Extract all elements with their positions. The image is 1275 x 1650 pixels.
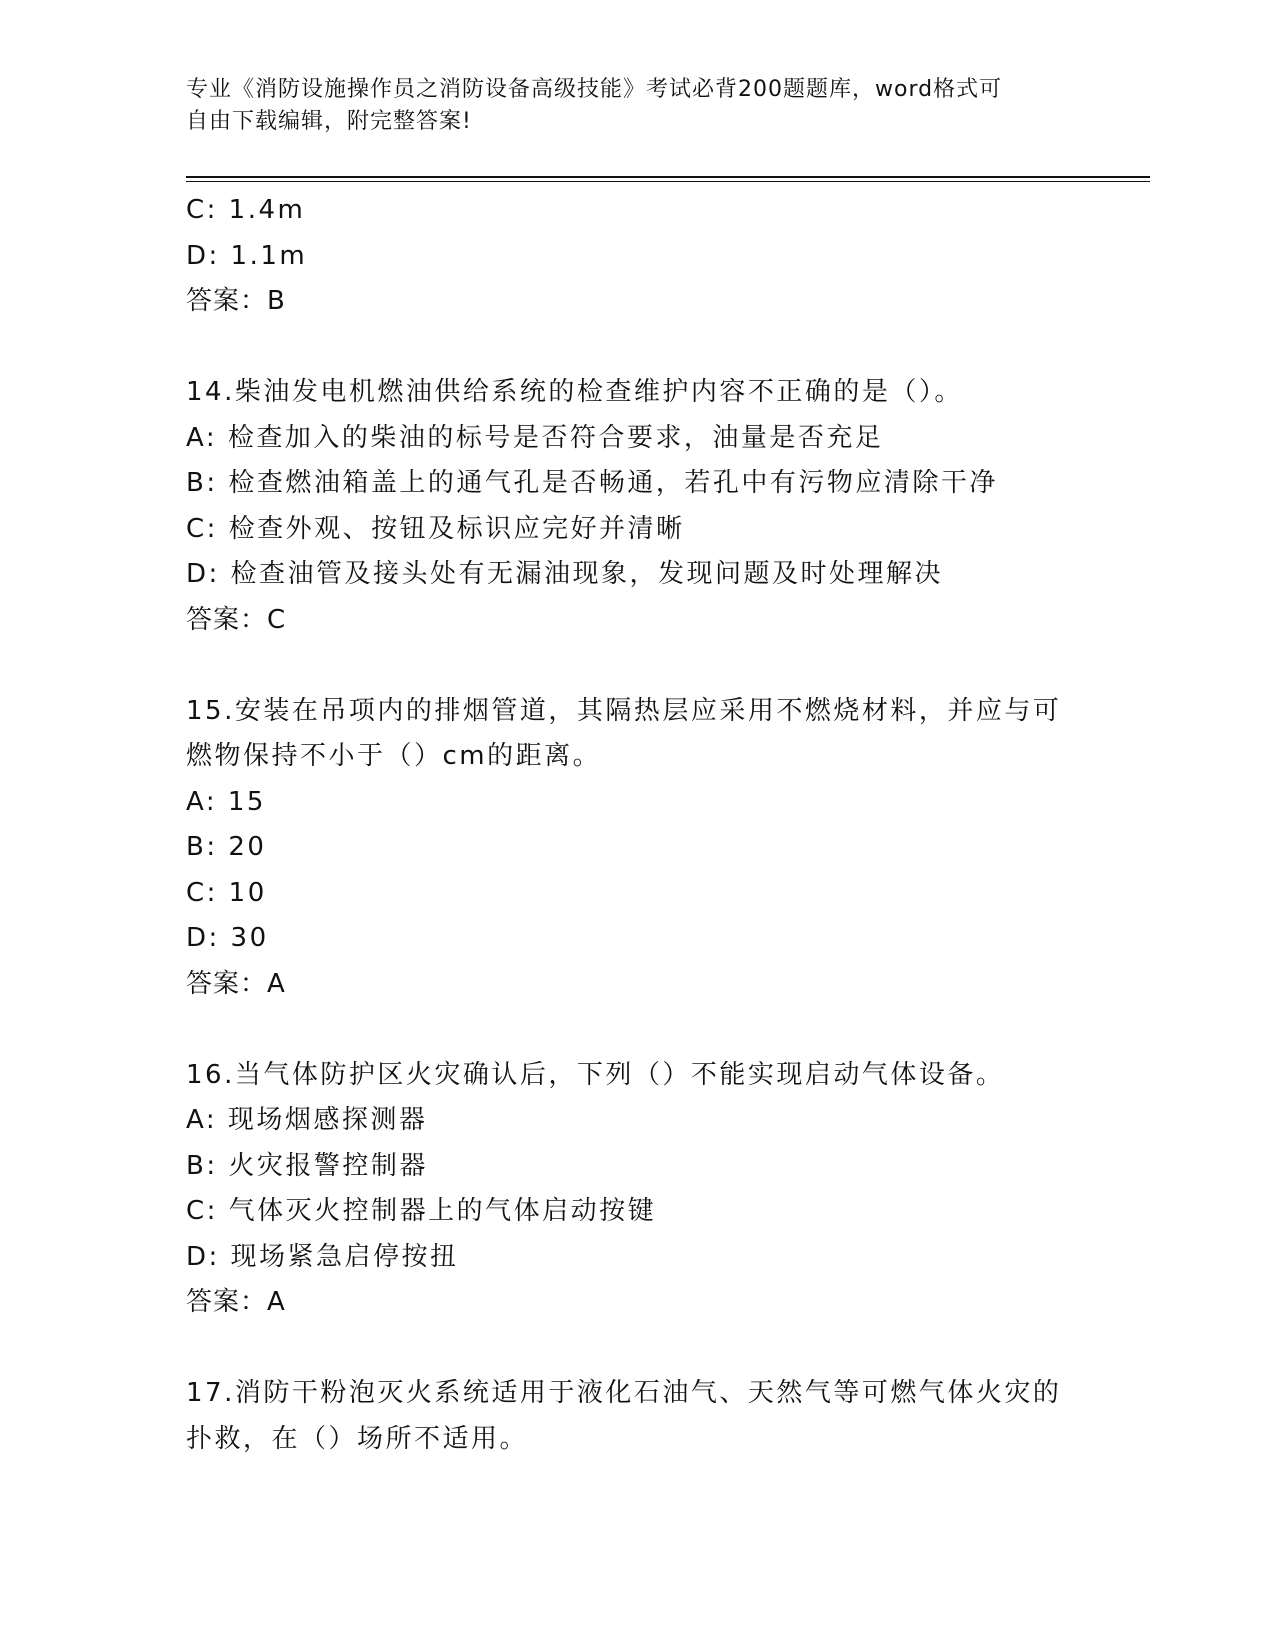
question-17 <box>186 1371 1136 1462</box>
question-14 <box>186 370 1136 643</box>
option-c: C: 气体灭火控制器上的气体启动按键 <box>186 1196 657 1226</box>
answer-line: 答案：C <box>186 604 287 635</box>
question-16 <box>186 1053 1136 1326</box>
question-text-line-1: 17.消防干粉泡灭火系统适用于液化石油气、天然气等可燃气体火灾的 <box>186 1378 1062 1408</box>
option-d: D: 现场紧急启停按扭 <box>186 1241 459 1272</box>
header-divider <box>186 176 1150 178</box>
option-b: B: 火灾报警控制器 <box>186 1150 428 1181</box>
question-text: 14.柴油发电机燃油供给系统的检查维护内容不正确的是（）。 <box>186 377 963 407</box>
question-text-line-2: 扑救，在（）场所不适用。 <box>186 1423 529 1454</box>
option-d: D: 检查油管及接头处有无漏油现象，发现问题及时处理解决 <box>186 559 944 589</box>
option-a: A: 15 <box>186 786 266 817</box>
page-header <box>186 74 1066 138</box>
answer-line: 答案：A <box>186 1287 286 1317</box>
header-divider-thin <box>186 181 1150 182</box>
option-b: B: 检查燃油箱盖上的通气孔是否畅通，若孔中有污物应清除干净 <box>186 468 998 498</box>
option-d: D: 30 <box>186 923 269 953</box>
question-list <box>186 188 1136 1462</box>
question-text-line-2: 燃物保持不小于（）cm的距离。 <box>186 741 602 771</box>
answer-line: 答案：A <box>186 968 286 999</box>
header-line-1: 专业《消防设施操作员之消防设备高级技能》考试必背200题题库，word格式可 <box>186 77 1003 102</box>
option-a: A: 现场烟感探测器 <box>186 1105 428 1135</box>
question-13-tail <box>186 188 1136 325</box>
option-a: A: 检查加入的柴油的标号是否符合要求，油量是否充足 <box>186 422 884 453</box>
option-c: C: 1.4m <box>186 195 306 225</box>
option-d: D: 1.1m <box>186 240 308 271</box>
option-b: B: 20 <box>186 832 267 862</box>
header-line-2: 自由下载编辑，附完整答案! <box>186 109 472 134</box>
question-text: 16.当气体防护区火灾确认后，下列（）不能实现启动气体设备。 <box>186 1059 1005 1090</box>
answer-line: 答案：B <box>186 286 286 316</box>
option-c: C: 检查外观、按钮及标识应完好并清晰 <box>186 513 685 544</box>
option-c: C: 10 <box>186 877 267 908</box>
question-text-line-1: 15.安装在吊项内的排烟管道，其隔热层应采用不燃烧材料，并应与可 <box>186 695 1062 726</box>
question-15 <box>186 689 1136 1008</box>
